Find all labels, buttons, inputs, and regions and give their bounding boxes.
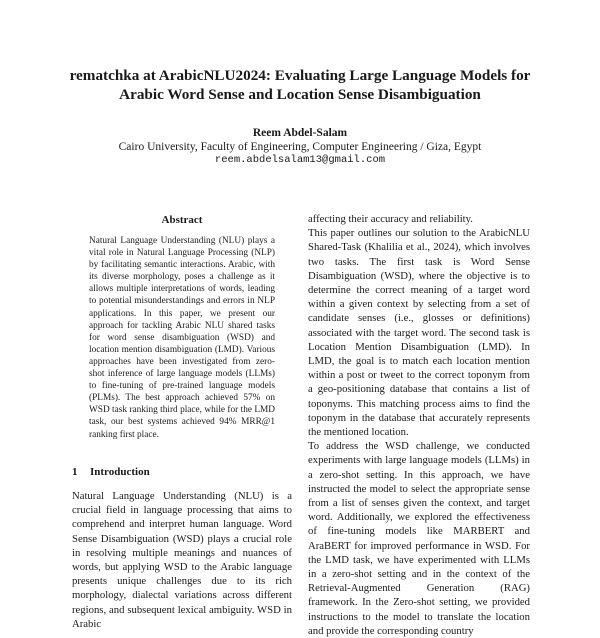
title-line-2: Arabic Word Sense and Location Sense Disambiguation (119, 86, 481, 103)
right-column (308, 212, 530, 637)
section-heading-introduction (72, 465, 292, 479)
author-email[interactable]: reem.abdelsalam13@gmail.com (214, 154, 386, 166)
abstract-heading: Abstract (161, 214, 203, 226)
abstract-text: Natural Language Understanding (NLU) plays a vital role in Natural Language Processing (NLP) by facilitating semantic interactions. Arabic, with its diverse morphology, poses a challenge as it allows multiple interpretations of words, leading to potential misunderstandings and errors in NLP applications. In this paper, we present our approach for tackling Arabic NLU shared tasks for word sense disambiguation (WSD) and location mention disambiguation (LMD). Various approaches have been investigated from zero-shot inference of large language models (LLMs) to fine-tuning of pre-trained language models (PLMs). The best approach achieved 57% on WSD task ranking third place, while for the LMD task, our best systems achieved 94% MRR@1 ranking first place. (89, 236, 275, 440)
paper-title (40, 66, 560, 104)
right-paragraph-3: To address the WSD challenge, we conducted experiments with large language models (LLMs) in a zero-shot setting. In this approach, we have instructed the model to select the appropriate sense from a list of senses given the context, and target word. Additionally, we explored the effectiveness of fine-tuning models like MARBERT and AraBERT for improved performance in WSD. For the LMD task, we have experimented with LLMs in a zero-shot setting and in the context of the Retrieval-Augmented Generation (RAG) framework. In the Zero-shot setting, we provided instructions to the model to translate the location and provide the corresponding country (308, 440, 530, 637)
right-paragraph-2: This paper outlines our solution to the ArabicNLU Shared-Task (Khalilia et al., 2024), which involves two tasks. The first task is Word Sense Disambiguation (WSD), where the objective is to determine the correct meaning of a target word within a given context by selecting from a set of candidate senses (i.e., glosses or definitions) associated with the target word. The second task is Location Mention Disambiguation (LMD). In LMD, the goal is to match each location mention within a post or tweet to the correct toponym from a geo-positioning database that contains a list of toponyms. This matching process aims to find the toponym in the database that accurately represents the mentioned location. (308, 227, 530, 439)
introduction-text: Natural Language Understanding (NLU) is a crucial field in language processing that aims to comprehend and interpret human language. Word Sense Disambiguation (WSD) plays a crucial role in resolving multiple meanings and nuances of words, but applying WSD to the Arabic language presents unique challenges due to its rich morphology, dialectal variations across different regions, and subsequent lexical ambiguity. WSD in Arabic (72, 490, 292, 630)
section-number: 1 (72, 466, 78, 478)
author-name: Reem Abdel-Salam (252, 127, 348, 139)
author-affiliation: Cairo University, Faculty of Engineering, Computer Engineering / Giza, Egypt (118, 141, 482, 153)
title-line-1: rematchka at ArabicNLU2024: Evaluating Large Language Models for (69, 67, 531, 84)
section-title: Introduction (90, 466, 150, 478)
right-paragraph-1: affecting their accuracy and reliability. (308, 213, 473, 225)
